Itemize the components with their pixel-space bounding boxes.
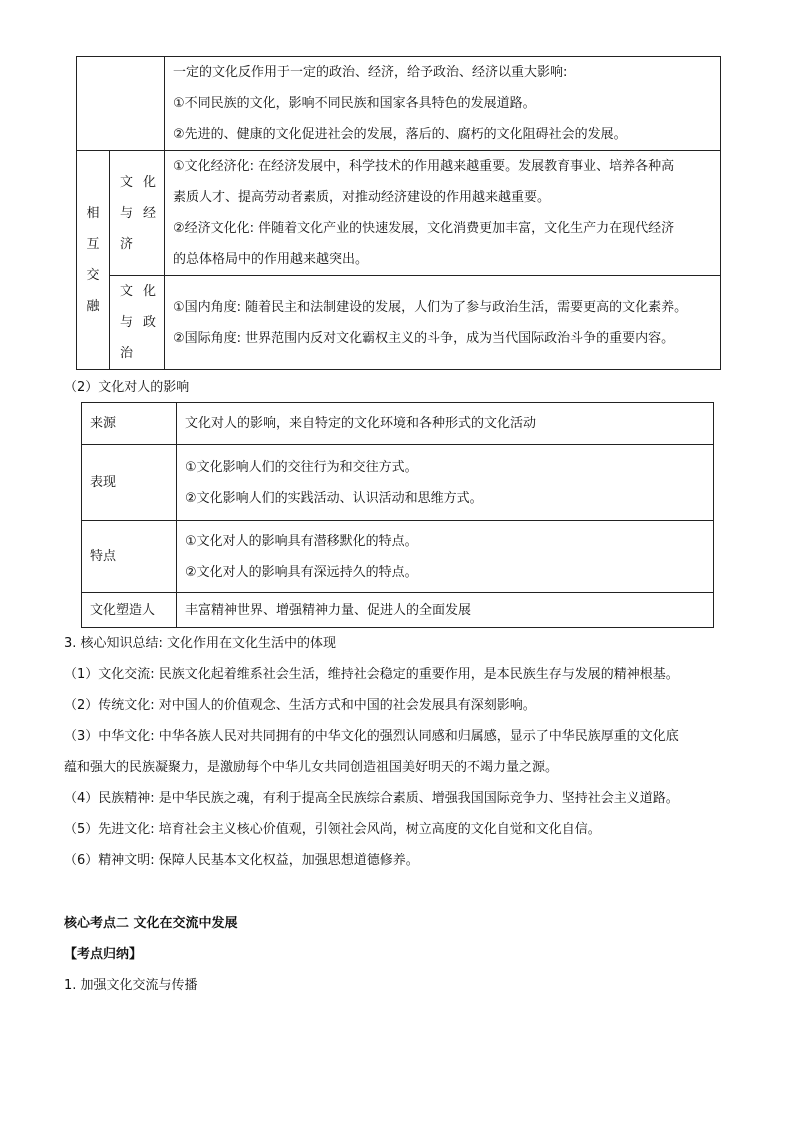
row-content	[177, 403, 714, 445]
econ-label-cell	[110, 151, 165, 276]
core-point-tag: 【考点归纳】	[64, 947, 143, 962]
table1-top-line: ①不同民族的文化，影响不同民族和国家各具特色的发展道路。	[173, 96, 536, 111]
summary-line: （5）先进文化: 培育社会主义核心价值观，引领社会风尚，树立高度的文化自觉和文化自信。	[64, 822, 601, 837]
pol-line: ②国际角度: 世界范围内反对文化霸权主义的斗争，成为当代国际政治斗争的重要内容。	[173, 330, 675, 346]
core-point-title: 核心考点二 文化在交流中发展	[64, 916, 238, 931]
econ-label-char: 化	[142, 174, 156, 190]
row-line: 文化对人的影响，来自特定的文化环境和各种形式的文化活动	[185, 416, 537, 431]
econ-label-char: 文	[120, 174, 134, 190]
pol-line: ①国内角度: 随着民主和法制建设的发展，人们为了参与政治生活，需要更高的文化素养。	[173, 299, 688, 315]
side-label-cell	[77, 151, 110, 370]
pol-label-row	[110, 307, 164, 338]
econ-label-char: 经	[142, 205, 156, 221]
summary-heading: 3. 核心知识总结: 文化作用在文化生活中的体现	[64, 636, 337, 651]
table1-empty-cell	[77, 57, 165, 151]
econ-label-char: 与	[120, 205, 134, 221]
pol-content-cell	[165, 276, 721, 370]
pol-label-char: 政	[142, 315, 156, 330]
econ-line: 的总体格局中的作用越来越突出。	[173, 252, 369, 267]
summary-line: （2）传统文化: 对中国人的价值观念、生活方式和中国的社会发展具有深刻影响。	[64, 698, 536, 713]
econ-label-char: 济	[120, 236, 134, 252]
row-line: ②文化对人的影响具有深远持久的特点。	[185, 564, 418, 580]
row-line: ①文化影响人们的交往行为和交往方式。	[185, 459, 418, 475]
econ-line: 素质人才、提高劳动者素质，对推动经济建设的作用越来越重要。	[173, 190, 551, 205]
econ-label-row	[110, 167, 164, 198]
table1-top-cell	[165, 57, 721, 151]
table1-top-line: ②先进的、健康的文化促进社会的发展，落后的、腐朽的文化阻碍社会的发展。	[173, 127, 627, 142]
row-line: ②文化影响人们的实践活动、认识活动和思维方式。	[185, 490, 483, 506]
row-line: ①文化对人的影响具有潜移默化的特点。	[185, 533, 418, 549]
row-label: 表现	[82, 445, 177, 521]
pol-label-row	[110, 338, 164, 369]
table1-top-line: 一定的文化反作用于一定的政治、经济，给予政治、经济以重大影响:	[173, 65, 568, 80]
side-label-char: 互	[86, 237, 100, 252]
row-line: 丰富精神世界、增强精神力量、促进人的全面发展	[185, 602, 472, 618]
culture-influence-table	[81, 402, 714, 628]
core-point-item: 1. 加强文化交流与传播	[64, 978, 198, 993]
section-heading: （2）文化对人的影响	[64, 380, 190, 395]
pol-label-char: 与	[120, 315, 134, 330]
summary-line: （6）精神文明: 保障人民基本文化权益，加强思想道德修养。	[64, 853, 419, 868]
side-label-char: 相	[86, 206, 100, 221]
culture-politics-economy-table	[76, 56, 721, 370]
econ-label-row	[110, 198, 164, 229]
econ-content-cell	[165, 151, 721, 276]
pol-label-row	[110, 276, 164, 307]
summary-line: （3）中华文化: 中华各族人民对共同拥有的中华文化的强烈认同感和归属感，显示了中华民族厚重的文化底	[64, 729, 679, 744]
pol-label-char: 文	[120, 284, 134, 299]
summary-line: （1）文化交流: 民族文化起着维系社会生活，维持社会稳定的重要作用，是本民族生存与发展的精神根基。	[64, 667, 679, 682]
pol-label-cell	[110, 276, 165, 370]
pol-label-char: 治	[120, 346, 134, 361]
side-label-char: 融	[86, 299, 100, 314]
row-label: 特点	[82, 521, 177, 593]
row-content	[177, 593, 714, 628]
summary-line: 蕴和强大的民族凝聚力，是激励每个中华儿女共同创造祖国美好明天的不竭力量之源。	[64, 760, 559, 775]
econ-label-row	[110, 229, 164, 260]
econ-line: ①文化经济化: 在经济发展中，科学技术的作用越来越重要。发展教育事业、培养各种高	[173, 159, 675, 174]
summary-line: （4）民族精神: 是中华民族之魂，有利于提高全民族综合素质、增强我国国际竞争力、坚持社会主义道路。	[64, 791, 679, 806]
row-label: 文化塑造人	[82, 593, 177, 628]
row-content	[177, 445, 714, 521]
row-label: 来源	[82, 403, 177, 445]
side-label-char: 交	[86, 268, 100, 283]
row-content	[177, 521, 714, 593]
econ-line: ②经济文化化: 伴随着文化产业的快速发展，文化消费更加丰富，文化生产力在现代经济	[173, 221, 675, 236]
pol-label-char: 化	[142, 284, 156, 299]
